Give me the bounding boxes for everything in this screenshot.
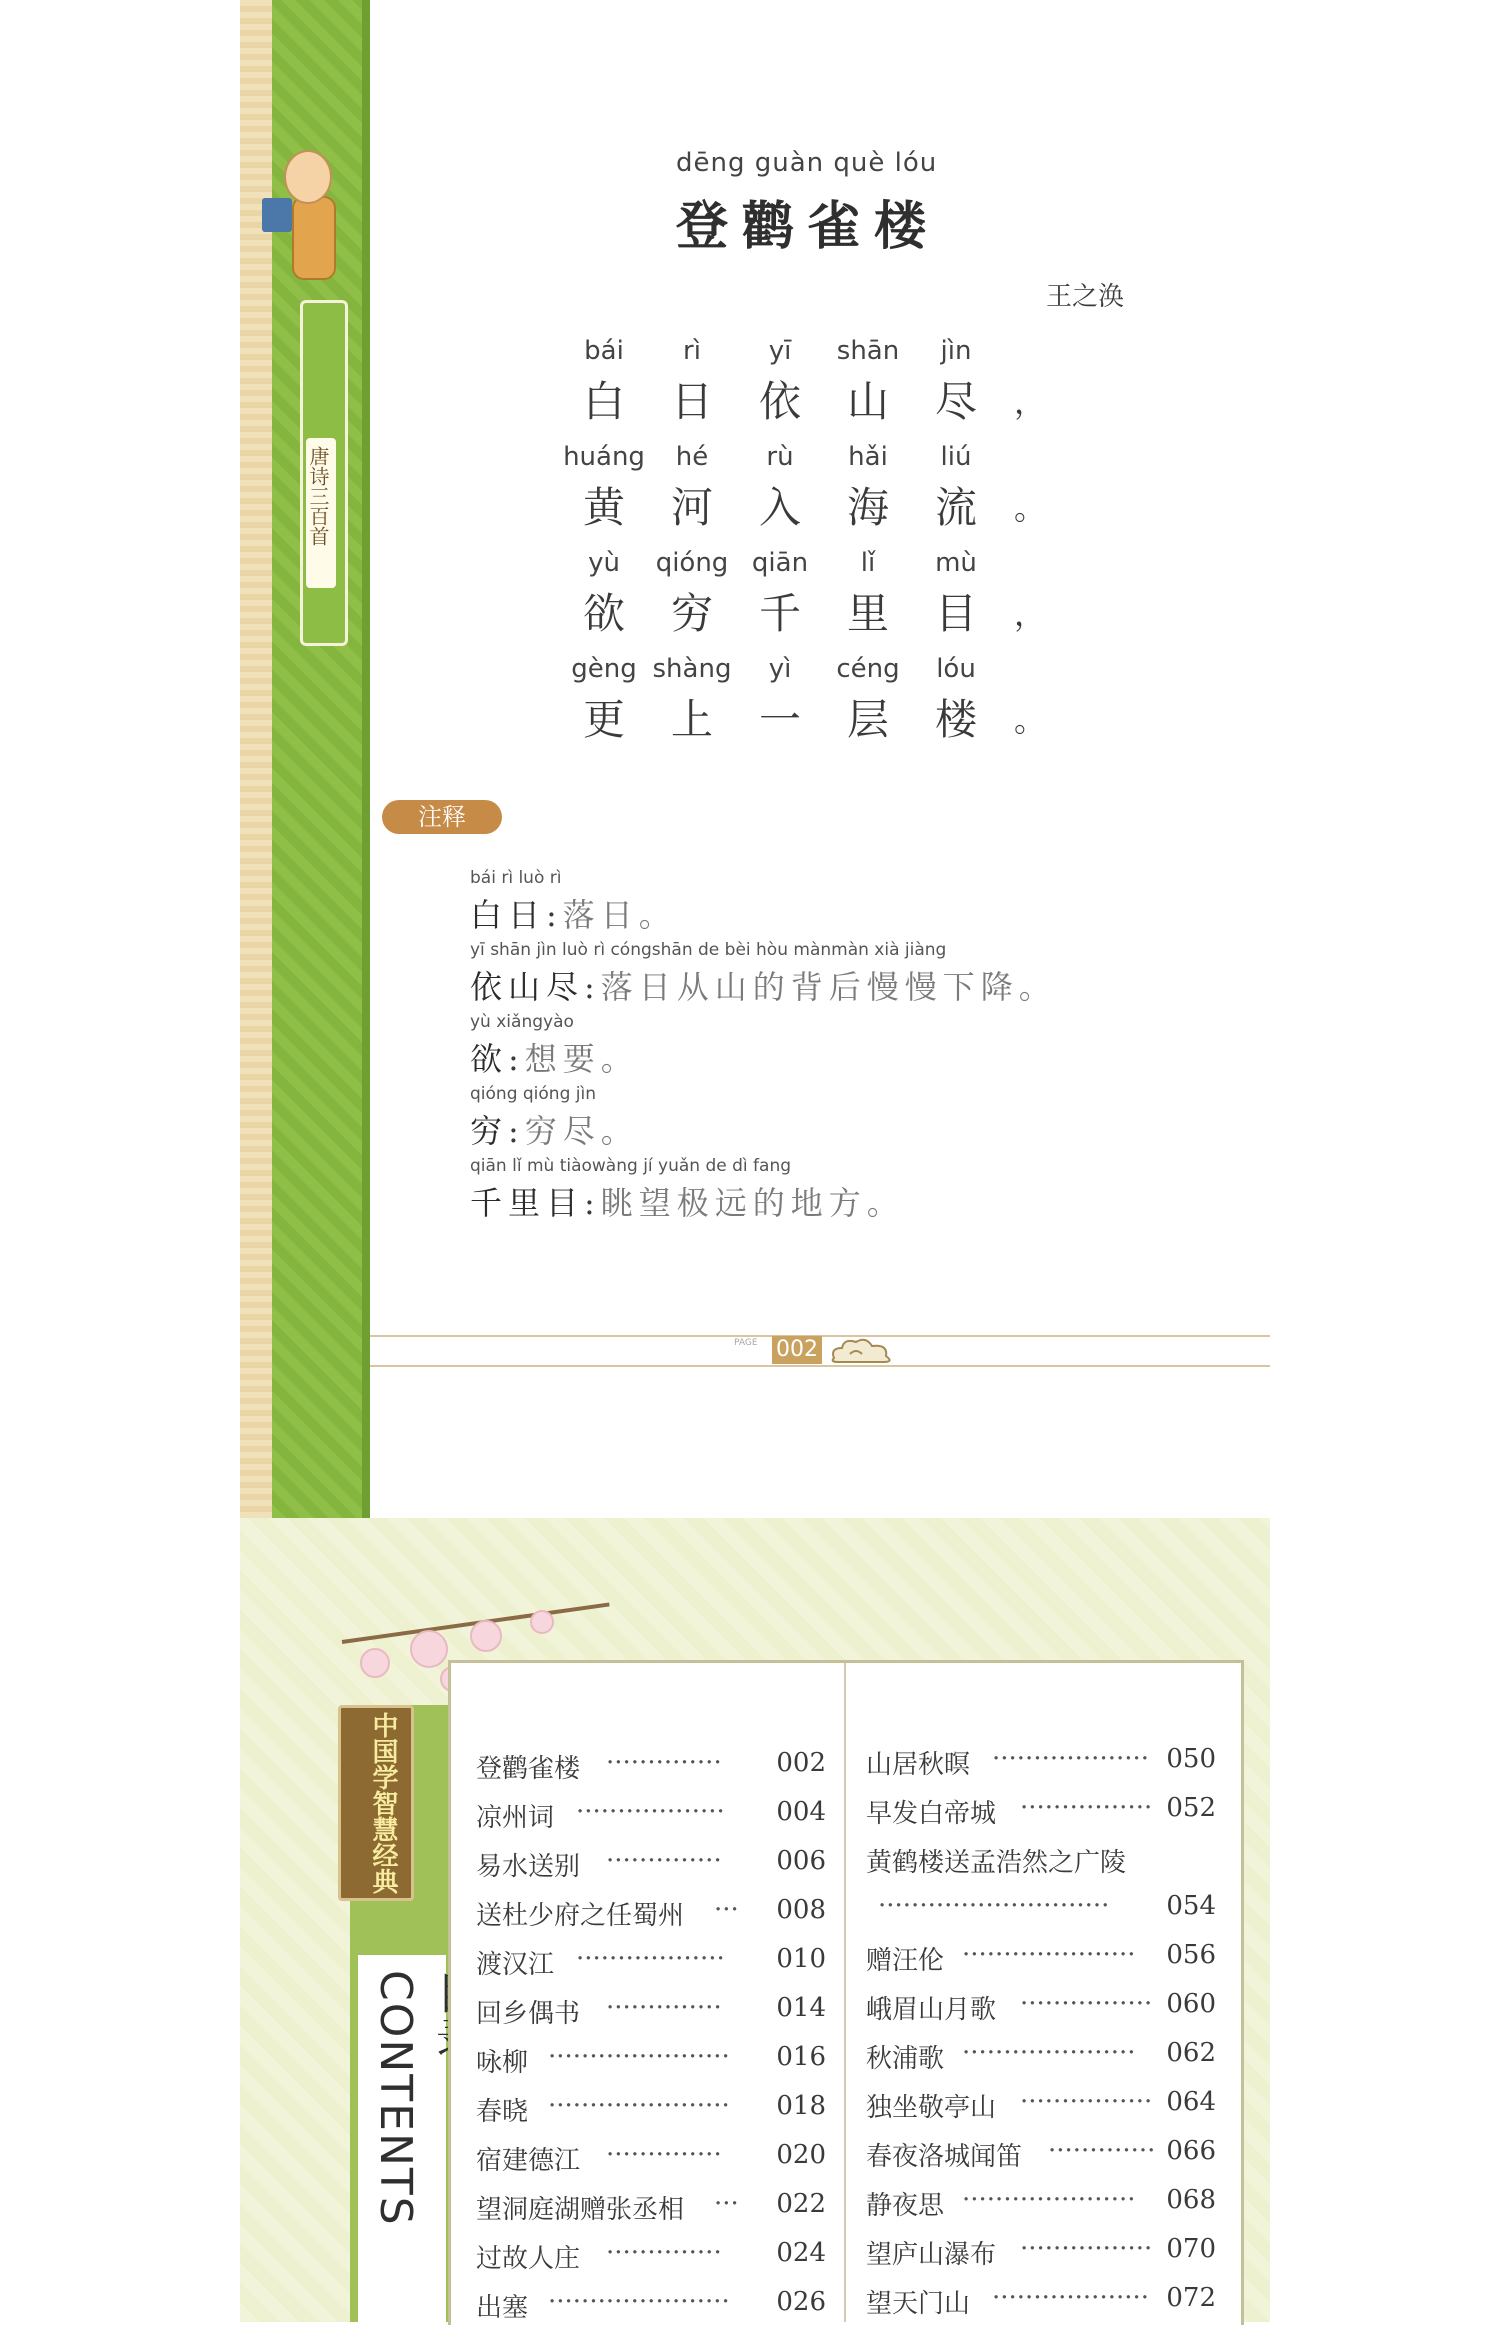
toc-entry-title: 早发白帝城 — [866, 1799, 997, 1829]
poem-character: 日 — [670, 377, 713, 426]
note-colon: : — [584, 968, 601, 1006]
pinyin-syllable: gèng — [571, 654, 637, 684]
toc-leader-dots: ················ — [1020, 1989, 1153, 2019]
note-term: 千里目 — [470, 1184, 585, 1222]
toc-leader-dots: ······················ — [548, 2091, 730, 2121]
toc-entry-page: 070 — [1166, 2234, 1216, 2264]
toc-entry-page: 062 — [1166, 2038, 1216, 2068]
poem-character: 里 — [846, 589, 889, 638]
footer-rule — [370, 1365, 1270, 1367]
note-term: 依山尽 — [470, 968, 585, 1006]
note-item — [470, 1156, 905, 1224]
poem-character: 穷 — [670, 589, 713, 638]
toc-leader-dots: ····················· — [962, 1940, 1136, 1970]
note-pinyin: bái rì luò rì — [470, 868, 562, 888]
toc-entry-title: 咏柳 — [476, 2048, 529, 2078]
toc-leader-dots: ····················· — [962, 2038, 1136, 2068]
toc-entry-page: 010 — [776, 1944, 826, 1974]
note-definition: 穷尽。 — [524, 1112, 639, 1150]
toc-leader-dots: ·············· — [606, 1748, 722, 1778]
series-seal-text: 中国学智慧经典 — [368, 1712, 398, 1894]
note-definition: 眺望极远的地方。 — [600, 1184, 905, 1222]
toc-entry-title: 峨眉山月歌 — [866, 1995, 997, 2025]
toc-entry-page: 060 — [1166, 1989, 1216, 2019]
poem-character: 白 — [582, 377, 625, 426]
toc-entry-title: 山居秋暝 — [866, 1750, 971, 1780]
contents-title: CONTENTS — [370, 1970, 421, 2227]
poem-character: 流 — [934, 483, 977, 532]
boy-mascot-head-icon — [284, 150, 332, 204]
poem-line — [560, 654, 1080, 752]
toc-leader-dots: ···························· — [878, 1891, 1110, 1921]
pinyin-syllable: bái — [584, 336, 624, 366]
poem-punctuation: 。 — [1013, 489, 1046, 527]
series-badge-title: 唐诗三百首 — [306, 446, 330, 546]
pinyin-syllable: qiān — [751, 548, 809, 578]
pinyin-syllable: yì — [768, 654, 792, 684]
toc-entry-title: 望天门山 — [866, 2289, 971, 2319]
toc-entry-page: 006 — [776, 1846, 826, 1876]
poem-line-characters — [560, 582, 1080, 646]
toc-entry-page: 054 — [1166, 1891, 1216, 1921]
poem-character: 山 — [846, 377, 889, 426]
note-definition: 想要。 — [524, 1040, 639, 1078]
pinyin-syllable: rù — [766, 442, 794, 472]
toc-entry-page: 068 — [1166, 2185, 1216, 2215]
poem-character: 入 — [758, 483, 801, 532]
poem-character: 河 — [670, 483, 713, 532]
page-label: PAGE — [734, 1338, 758, 1348]
pinyin-syllable: yù — [588, 548, 620, 578]
pinyin-syllable: yī — [768, 336, 792, 366]
toc-leader-dots: ·············· — [606, 1846, 722, 1876]
pinyin-syllable: lóu — [936, 654, 976, 684]
poem-author: 王之涣 — [1046, 282, 1125, 312]
note-pinyin: yī shān jìn luò rì cóngshān de bèi hòu mànmàn xià jiàng — [470, 940, 947, 960]
poem-punctuation: ， — [1013, 595, 1046, 633]
toc-entry-page: 056 — [1166, 1940, 1216, 1970]
toc-entry-title: 宿建德江 — [476, 2146, 581, 2176]
pinyin-syllable: qióng — [655, 548, 729, 578]
note-term: 欲 — [470, 1040, 509, 1078]
plum-blossom-icon — [410, 1630, 448, 1668]
pinyin-syllable: huáng — [563, 442, 645, 472]
poem-character: 千 — [758, 589, 801, 638]
toc-leader-dots: ··· — [714, 1895, 739, 1925]
poem-character: 一 — [758, 695, 801, 744]
boy-mascot-book-icon — [262, 198, 292, 232]
toc-entry-page: 018 — [776, 2091, 826, 2121]
notes-label-tag: 注释 — [382, 800, 502, 834]
toc-entry-title: 春夜洛城闻笛 — [866, 2142, 1023, 2172]
poem-line — [560, 442, 1080, 540]
note-item — [470, 1012, 639, 1080]
poem-character: 欲 — [582, 589, 625, 638]
toc-leader-dots: ··················· — [992, 1744, 1150, 1774]
toc-entry-page: 066 — [1166, 2136, 1216, 2166]
poem-punctuation: ， — [1013, 383, 1046, 421]
poem-line-pinyin — [560, 548, 1080, 582]
toc-leader-dots: ·············· — [606, 2140, 722, 2170]
toc-entry-page: 024 — [776, 2238, 826, 2268]
plum-blossom-icon — [360, 1648, 390, 1678]
toc-entry-title: 渡汉江 — [476, 1950, 555, 1980]
toc-leader-dots: ················ — [1020, 1793, 1153, 1823]
note-colon: : — [508, 1040, 525, 1078]
toc-leader-dots: ·············· — [606, 1993, 722, 2023]
poem-character: 依 — [758, 377, 801, 426]
boy-mascot-icon — [292, 196, 336, 280]
toc-leader-dots: ············· — [1048, 2136, 1156, 2166]
toc-entry-title: 回乡偶书 — [476, 1999, 581, 2029]
poem-line — [560, 548, 1080, 646]
toc-entry-title: 独坐敬亭山 — [866, 2093, 997, 2123]
toc-entry-page: 020 — [776, 2140, 826, 2170]
poem-line-pinyin — [560, 654, 1080, 688]
pinyin-syllable: jìn — [940, 336, 972, 366]
poem-line-pinyin — [560, 442, 1080, 476]
poem-punctuation: 。 — [1013, 701, 1046, 739]
toc-entry-page: 052 — [1166, 1793, 1216, 1823]
note-term: 白日 — [470, 896, 547, 934]
note-definition: 落日。 — [562, 896, 677, 934]
toc-leader-dots: ·················· — [576, 1797, 725, 1827]
toc-entry-title: 望洞庭湖赠张丞相 — [476, 2195, 685, 2225]
toc-entry-title: 登鹳雀楼 — [476, 1754, 581, 1784]
toc-leader-dots: ··················· — [992, 2283, 1150, 2313]
note-colon: : — [546, 896, 563, 934]
toc-entry-page: 014 — [776, 1993, 826, 2023]
toc-leader-dots: ·················· — [576, 1944, 725, 1974]
page-number-badge: 002 — [772, 1336, 822, 1364]
pinyin-syllable: hǎi — [848, 442, 888, 472]
toc-leader-dots: ·············· — [606, 2238, 722, 2268]
poem-line-characters — [560, 476, 1080, 540]
poem-character: 上 — [670, 695, 713, 744]
toc-entry-title: 出塞 — [476, 2293, 529, 2323]
pinyin-syllable: lǐ — [860, 548, 876, 578]
poem-character: 黄 — [582, 483, 625, 532]
plum-blossom-icon — [470, 1620, 502, 1652]
toc-leader-dots: ················ — [1020, 2087, 1153, 2117]
poem-character: 尽 — [934, 377, 977, 426]
poem-character: 目 — [934, 589, 977, 638]
cloud-ornament-icon — [828, 1336, 898, 1366]
contents-column-divider — [844, 1663, 846, 2322]
toc-entry-title: 过故人庄 — [476, 2244, 581, 2274]
poem-character: 更 — [582, 695, 625, 744]
note-item — [470, 940, 1057, 1008]
toc-entry-page: 072 — [1166, 2283, 1216, 2313]
toc-entry-page: 004 — [776, 1797, 826, 1827]
note-pinyin: qiān lǐ mù tiàowàng jí yuǎn de dì fang — [470, 1156, 792, 1176]
toc-entry-page: 002 — [776, 1748, 826, 1778]
toc-entry-title: 秋浦歌 — [866, 2044, 945, 2074]
note-pinyin: qióng qióng jìn — [470, 1084, 596, 1104]
poem-line — [560, 336, 1080, 434]
toc-entry-page: 026 — [776, 2287, 826, 2317]
note-term: 穷 — [470, 1112, 509, 1150]
green-band-edge — [362, 0, 370, 1518]
note-definition: 落日从山的背后慢慢下降。 — [600, 968, 1057, 1006]
toc-entry-title: 静夜思 — [866, 2191, 945, 2221]
toc-leader-dots: ······················ — [548, 2042, 730, 2072]
poem-line-characters — [560, 688, 1080, 752]
note-item — [470, 1084, 639, 1152]
toc-entry-title: 赠汪伦 — [866, 1946, 945, 1976]
note-colon: : — [584, 1184, 601, 1222]
toc-entry-page: 050 — [1166, 1744, 1216, 1774]
pinyin-syllable: hé — [675, 442, 709, 472]
poem-character: 层 — [846, 695, 889, 744]
pinyin-syllable: shàng — [652, 654, 732, 684]
toc-leader-dots: ··· — [714, 2189, 739, 2219]
toc-entry-page: 064 — [1166, 2087, 1216, 2117]
pinyin-syllable: céng — [836, 654, 900, 684]
pinyin-syllable: mù — [935, 548, 977, 578]
toc-entry-page: 016 — [776, 2042, 826, 2072]
toc-entry-page: 022 — [776, 2189, 826, 2219]
toc-entry-title: 凉州词 — [476, 1803, 555, 1833]
poem-line-characters — [560, 370, 1080, 434]
poem-title: 登鹳雀楼 — [676, 196, 941, 257]
poem-character: 海 — [846, 483, 889, 532]
pinyin-syllable: liú — [940, 442, 972, 472]
pinyin-syllable: shān — [836, 336, 900, 366]
note-colon: : — [508, 1112, 525, 1150]
toc-leader-dots: ····················· — [962, 2185, 1136, 2215]
toc-entry-title: 黄鹤楼送孟浩然之广陵 — [866, 1848, 1127, 1878]
pinyin-syllable: rì — [683, 336, 701, 366]
plum-blossom-icon — [530, 1610, 554, 1634]
toc-entry-title: 望庐山瀑布 — [866, 2240, 997, 2270]
toc-entry-title: 春晓 — [476, 2097, 529, 2127]
toc-entry-title: 送杜少府之任蜀州 — [476, 1901, 685, 1931]
poem-line-pinyin — [560, 336, 1080, 370]
poem-title-pinyin: dēng guàn què lóu — [676, 148, 938, 178]
note-pinyin: yù xiǎngyào — [470, 1012, 574, 1032]
toc-entry-title: 易水送别 — [476, 1852, 581, 1882]
toc-entry-page: 008 — [776, 1895, 826, 1925]
poem-character: 楼 — [934, 695, 977, 744]
toc-leader-dots: ······················ — [548, 2287, 730, 2317]
note-item — [470, 868, 677, 936]
toc-leader-dots: ················ — [1020, 2234, 1153, 2264]
